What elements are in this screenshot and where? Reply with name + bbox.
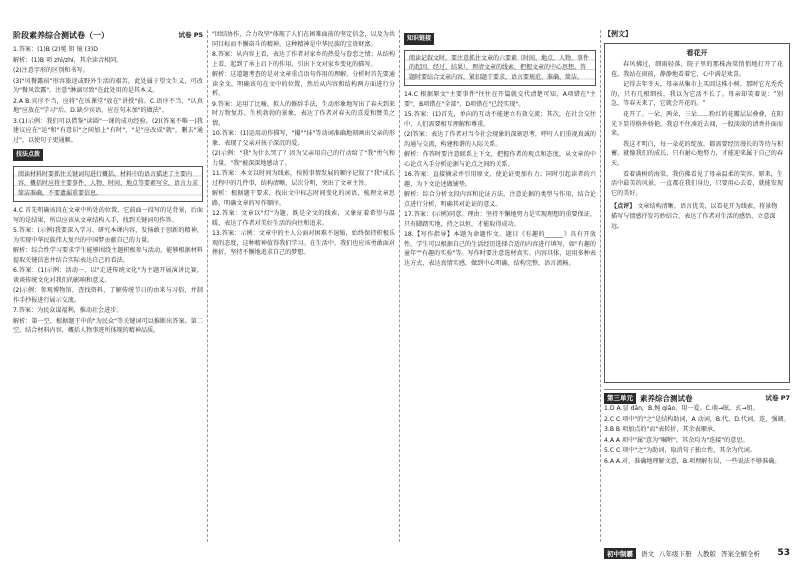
answer-item: 解析：这道题考查的是对文章重点语句作用的理解。分析时首先要通读全文，明确该句在文中的位置，然后从内容和结构两方面进行分析。 [212, 71, 395, 97]
answer-item: 12.答案：文章以"灯"为题，既是全文的线索，又象征着希望与温暖，表达了作者对美好生活的向往和追求。 [212, 210, 395, 227]
brand-logo: 初中制霸 [604, 548, 636, 559]
answer-item: 2.C C 项中"的"之"是结构助词，A 动词，B.代，D.代词，连，强调。 [604, 415, 790, 423]
answer-item: 16.答案：直接摘录并引用原文，使论证更加有力；同时引起读者的兴趣，为下文论述做铺垫。 [404, 171, 596, 188]
answer-item: 18.【写作指导】本题为命题作文。题目《有趣的______》具有开放性，学生可以根据自己的生活经历选择合适的内容进行填写，如"有趣的童年""有趣的实验"等。写作时要注意选材真实、内容具体，运用多种表达方式，表达真情实感，做到中心明确、结构完整、语言流畅。 [404, 231, 596, 267]
answer-item: 15.答案：(1)首先，单向的互动不能建立有效交流；其次，在社会交往中，人们需要相互理解和尊重。 [404, 111, 596, 128]
essay-paragraph: 看着满树的海棠，我仿佛看见了母亲温柔的笑容。原来，生活中最美的风景，一直都在我们身边，只要用心去看，就能发现它的美好。 [611, 170, 783, 197]
footer-subject: 语文 [641, 549, 654, 558]
answer-item: (3)"风餐露宿"形容旅途或野外生活的艰苦，此处属于望文生义，可改为"餐风饮露"。注意"淋漓尽致"在此处用的是其本义。 [13, 77, 203, 94]
answer-item: (2)注意字形的区别和书写。 [13, 67, 89, 74]
answer-item: 9.答案：运用了比喻、拟人的修辞手法，生动形象地写出了春天到来时万物复苏、生机勃勃的景象，表达了作者对春天的喜爱和赞美之情。 [212, 100, 395, 127]
example-essay-box [604, 43, 790, 383]
answer-item: 5.C C 项中"之"为助词，取消句子独立性，其余为代词。 [604, 447, 756, 454]
column-1 [13, 30, 203, 540]
answer-key-ref: 试卷 P5 [178, 31, 203, 40]
answer-item: 1.D A.昙 dān，B.惋 qiāo，用一爱。C.萌→眩，玄→钥。 [604, 405, 759, 412]
answer-item: 17.答案：(示例)同意。理由：坚持不懈地努力是实现理想的重要保证，只有脚踏实地、持之以恒，才能取得成功。 [404, 211, 596, 228]
answer-item: 8.答案：从内容上看，表达了作者对家乡的热爱与眷恋之情；从结构上看，起到了承上启下的作用，引出下文对家乡变化的描写。 [212, 51, 395, 68]
answer-item: 7.答案：为民众谋福利，推动社会进步。 [13, 307, 123, 314]
footer-edition: 人教版 [696, 549, 716, 558]
answer-item: 解析：第一空，根据题干中的"为民众"等关键词可以推断出答案。第二空，结合材料内容，概括人物事迹所体现的精神品质。 [13, 317, 203, 334]
page-footer [604, 546, 790, 560]
essay-paragraph: 花开了。一朵，两朵，三朵……粉红的花瓣层层叠叠，在阳光下显得格外娇艳。我忍不住凑近去闻，一股淡淡的清香扑面而来。 [611, 111, 783, 138]
answer-item: (2)示例：参观博物馆，查找资料，了解传统节日的由来与习俗，并制作手抄报进行展示交流。 [13, 287, 203, 304]
column-divider [207, 30, 208, 542]
comment-label: 【点评】 [611, 203, 636, 211]
answer-item: 解析：根据题干要求，找出文中标志时间变化的词语，梳理文章思路，明确文章的写作顺序。 [212, 190, 395, 207]
answer-item: 13.答案：示例：文章中的主人公面对困难不退缩，始终保持积极乐观的态度，这种精神值得我们学习。在生活中，我们也应该勇敢面对挫折，坚持不懈地追求自己的梦想。 [212, 230, 395, 256]
page-number: 53 [777, 548, 790, 558]
column-2 [212, 30, 395, 540]
unit-number: 第三单元 [604, 393, 636, 405]
tip-tag: 技法点拨 [13, 149, 43, 161]
answer-item: 解析：(1)B 项 zhì/zhí，其余读音相同。 [13, 56, 123, 64]
column-divider [399, 30, 400, 542]
answer-item: (2)答案：表达了作者对当今社会现象的深刻思考，呼吁人们重视真诚的沟通与交流，构建和谐的人际关系。 [404, 131, 596, 148]
unit-header [604, 389, 790, 405]
comment-text: 文章结构清晰，语言优美，以看花开为线索，将景物描写与情感抒发巧妙结合，表达了作者对生活的感悟，立意深远。 [611, 203, 778, 230]
answer-item: 3.B B 项加点的"而"表转折，其余表顺承。 [604, 426, 720, 433]
essay-paragraph: 春风拂过，细雨轻落，院子里的那株海棠悄悄地打开了花苞。我站在窗前，静静地看着它，心中满是欢喜。 [611, 61, 783, 78]
answer-item: 6.答案：(1)示例：活动一，以"走进传统文化"为主题开展演讲比赛，谈谈传统文化对我们的影响和意义。 [13, 267, 203, 284]
example-tag: 【例文】 [604, 30, 632, 38]
essay-paragraph: 记得去年冬天，母亲从集市上买回这株小树。那时它光秃秃的，只有几根细枝，我以为它活不长了。母亲却笑着说："别急，等春天来了，它就会开花的。" [611, 81, 783, 108]
answer-item: 解析：综合性学习要求学生能够围绕主题积极参与活动，能够根据材料提取关键信息并结合实际表达自己的看法。 [13, 247, 203, 264]
knowledge-link-tag: 知识链接 [404, 33, 434, 45]
answer-item: 4.A A 项中"属"意为"嘱咐"，其余均为"连接"的意思。 [604, 436, 749, 444]
answer-item: (2)示例："我"为什么哭了？因为父亲用自己的行动给了"我"勇气和力量，"我"被深深地感动了。 [212, 150, 395, 167]
section-title: 阶段素养综合测试卷（一） [13, 31, 109, 41]
column-4 [604, 30, 790, 540]
answer-item: 6.A A.对，准确地理解文意，B.项理解有误，一些说法不够准确。 [604, 457, 781, 465]
answer-item: 10.答案：(1)运用动作描写，"攥""抹"等动词准确地刻画出父亲的形象，表现了父亲对孩子深沉的爱。 [212, 130, 395, 147]
unit-title: 素养综合测试卷 [640, 393, 693, 403]
answer-item: 5.答案：(示例)我要深入学习、研究本课内容，发扬敢于创新的精神，为实现中华民族伟大复兴的中国梦贡献自己的力量。 [13, 227, 203, 244]
answer-item: 解析：作答时要注意联系上下文，把握作者的观点和态度，从文章的中心论点入手分析论据与论点之间的关系。 [404, 151, 596, 168]
answer-item: 3.(1)示例：我们可以借鉴"读圆"一课的成功经验。(2)(答案不唯一)我建议应在"运"和"有意识"之间加上"有时"，"是"应改成"就"，删去"通过"，以使句子更通顺。 [13, 117, 203, 144]
column-divider [600, 30, 601, 542]
essay-title: 看花开 [686, 47, 708, 57]
answer-key-ref: 试卷 P7 [765, 393, 790, 402]
footer-grade: 八年级下册 [659, 549, 692, 558]
section-header [13, 30, 203, 42]
column-3 [404, 30, 596, 540]
footer-answer-label: 答案全解全析 [721, 549, 760, 558]
comment-block [611, 202, 783, 231]
answer-item: 11.答案：本文以时间为线索，按照事情发展的顺序记叙了"我"成长过程中的几件事，结构清晰，层次分明，突出了文章主旨。 [212, 170, 395, 187]
answer-item: 1.答案：(1)B (2)冕 钥 镜 (3)D [13, 46, 98, 53]
knowledge-link-box: 阅读记叙文时，要注意抓住文章的六要素（时间、地点、人物、事件的起因、经过、结果），理清文章的线索，把握文章的中心思想。答题时要结合文章内容，紧扣题干要求，语言要规范、准确、简洁。 [404, 50, 596, 87]
answer-item: 14.C 根据原文"主要事件"往往在开篇就交代清楚可知，A项错在"主要"，B项错在"全部"，D项错在"已经实现"。 [404, 91, 596, 108]
tip-box: 阅读材料时要抓住关键词句进行概括。材料中的语言描述了主要内容，概括时应将主要事件、人物、时间、地点等要素写全，语言力求简洁准确，不要遗漏重要信息。 [13, 166, 203, 203]
answer-item: 2.A B.宾序不当，应将"在该课堂"放在"讲授"前。C.语序不当，"认真地"应放在"学习"后。D.缺少宾语，应在句末加"的做法"。 [13, 97, 203, 114]
essay-paragraph: 我这才明白，每一朵花的绽放，都需要经历漫长的等待与积蓄。就像我们的成长，只有耐心地努力，才能迎来属于自己的春天。 [611, 140, 783, 168]
answer-item: "团结协作，合力攻坚"体现了人们在困难面前的坚定信念，以及为共同目标而不懈奋斗的精神。这种精神是中华民族的宝贵财富。 [212, 31, 395, 48]
answer-item: 解析：综合分析文段内容和论证方法，注意论据的类型与作用，结合论点进行分析，明确其对论证的意义。 [404, 191, 596, 208]
answer-item: 4.C 首先明确该段在文章中所处的位置，它前面一段写的是背景，后面写的是结果，所以应该从文章结构入手，找到关键词句作答。 [13, 207, 203, 224]
